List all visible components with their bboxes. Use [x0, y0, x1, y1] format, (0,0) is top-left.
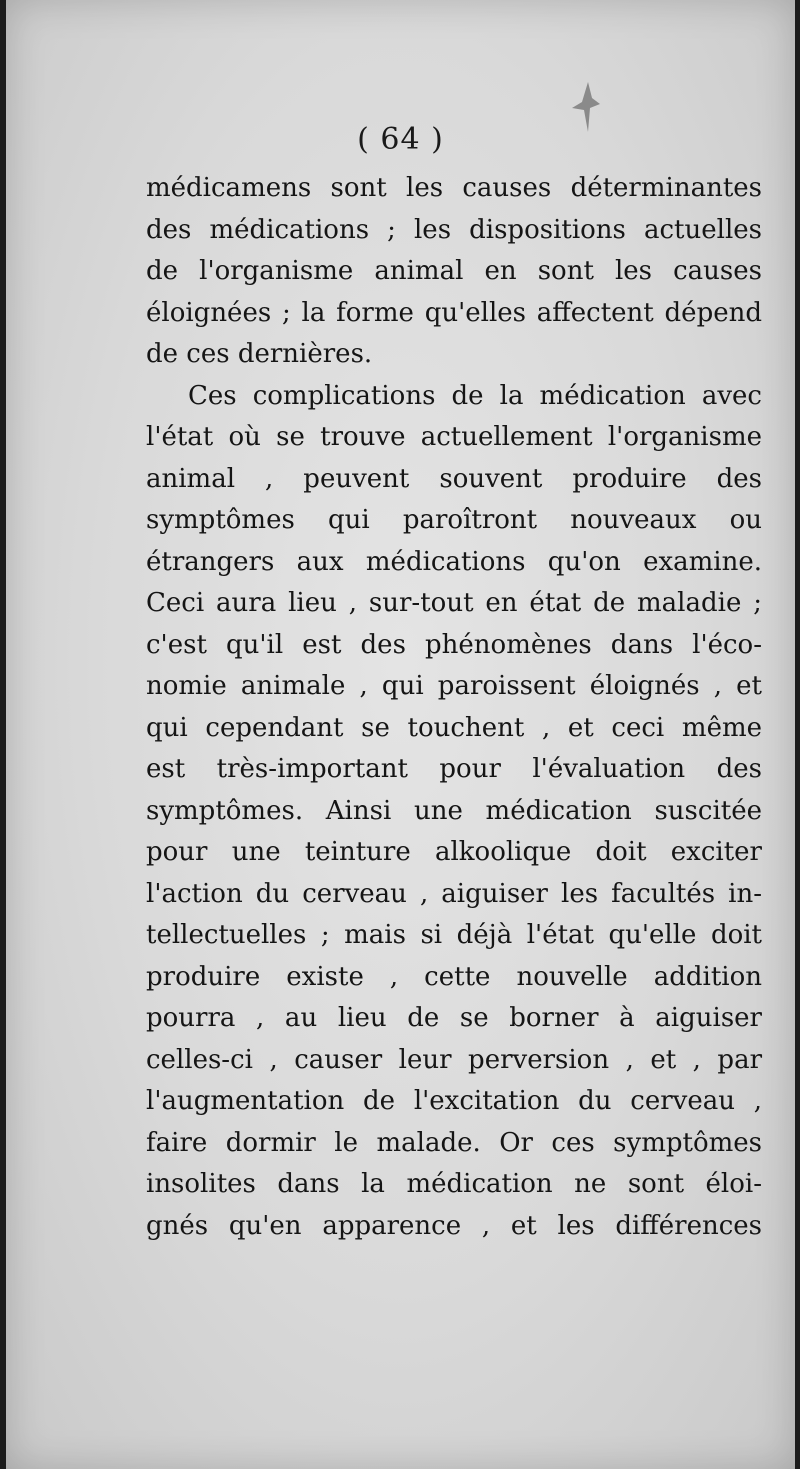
- text-line: animal , peuvent souvent produire des: [146, 463, 762, 494]
- text-line: l'action du cerveau , aiguiser les facultés in-: [146, 878, 762, 909]
- text-line: de l'organisme animal en sont les causes: [146, 256, 762, 286]
- text-line: symptômes. Ainsi une médication suscitée: [146, 795, 762, 826]
- text-line: gnés qu'en apparence , et les différences: [146, 1210, 762, 1241]
- text-line: l'état où se trouve actuellement l'organisme: [146, 422, 762, 452]
- text-line: celles-ci , causer leur perversion , et , par: [146, 1044, 762, 1075]
- text-line: l'augmentation de l'excitation du cerveau ,: [146, 1086, 762, 1116]
- text-line: pour une teinture alkoolique doit exciter: [146, 837, 762, 867]
- text-line: symptômes qui paroîtront nouveaux ou: [146, 505, 762, 535]
- body-text: [146, 168, 762, 1247]
- text-line: pourra , au lieu de se borner à aiguiser: [146, 1003, 762, 1033]
- page-number: ( 64 ): [357, 122, 444, 157]
- text-line: qui cependant se touchent , et ceci même: [146, 712, 762, 743]
- text-line: nomie animale , qui paroissent éloignés , et: [146, 671, 762, 701]
- text-line: éloignées ; la forme qu'elles affectent dépend: [146, 297, 762, 328]
- text-line: produire existe , cette nouvelle addition: [146, 961, 762, 992]
- text-line: est très-important pour l'évaluation des: [146, 754, 762, 784]
- text-line: de ces dernières.: [146, 339, 373, 369]
- text-line: Ces complications de la médication avec: [188, 380, 762, 411]
- text-line: faire dormir le malade. Or ces symptômes: [146, 1127, 762, 1158]
- book-page: [6, 0, 795, 1469]
- text-line: des médications ; les dispositions actuelles: [146, 214, 762, 245]
- text-line: c'est qu'il est des phénomènes dans l'éco-: [146, 629, 762, 660]
- text-line: insolites dans la médication ne sont éloi-: [146, 1169, 762, 1199]
- text-line: médicamens sont les causes déterminantes: [146, 173, 762, 203]
- text-line: Ceci aura lieu , sur-tout en état de maladie ;: [146, 588, 762, 618]
- text-line: tellectuelles ; mais si déjà l'état qu'elle doit: [146, 920, 762, 950]
- text-line: étrangers aux médications qu'on examine.: [146, 546, 762, 577]
